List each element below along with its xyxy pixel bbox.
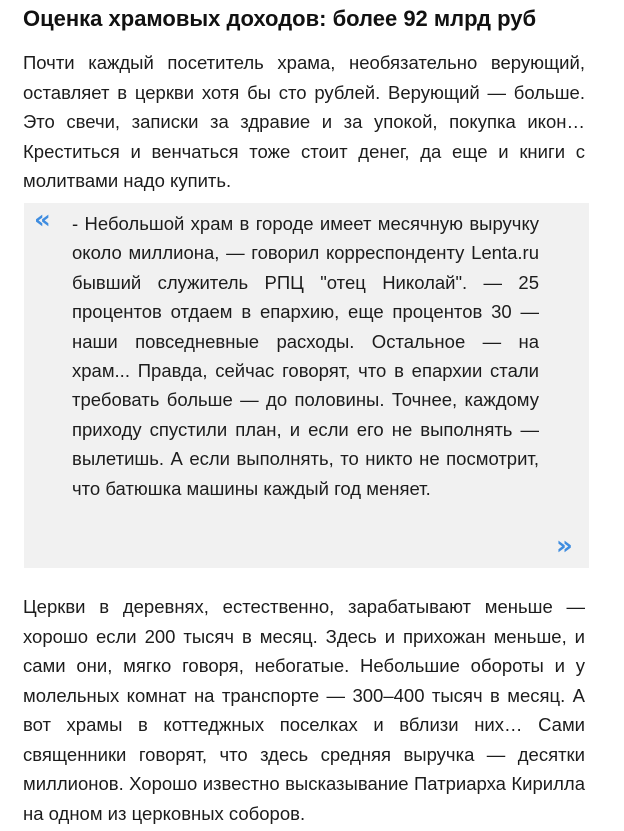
article-heading: Оценка храмовых доходов: более 92 млрд руб xyxy=(23,6,537,31)
outro-paragraph: Церкви в деревнях, естественно, зарабатывают меньше — хорошо если 200 тысяч в месяц. Здесь и прихожан меньше, и сами они, мягко говоря, небогатые. Небольшие обороты и у молельных комнат на транспорте — 300–400 тысяч в месяц. А вот храмы в коттеджных поселках и вблизи них… Сами священники говорят, что здесь средняя выручка — десятки миллионов. Хорошо известно высказывание Патриарха Кирилла на одном из церковных соборов. xyxy=(23,596,585,824)
quote-text: - Небольшой храм в городе имеет месячную выручку около миллиона, — говорил корреспонденту Lenta.ru бывший служитель РПЦ "отец Николай". — 25 процентов отдаем в епархию, еще процентов 30 — наши повседневные расходы. Остальное — на храм... Правда, сейчас говорят, что в епархии стали требовать больше — до половины. Точнее, каждому приходу спустили план, и если его не выполнять — вылетишь. А если выполнять, то никто не посмотрит, что батюшка машины каждый год меняет. xyxy=(72,213,539,499)
intro-paragraph: Почти каждый посетитель храма, необязательно верующий, оставляет в церкви хотя бы сто рублей. Верующий — больше. Это свечи, записки за здравие и за упокой, покупка икон… Креститься и венчаться тоже стоит денег, да еще и книги с молитвами надо купить. xyxy=(23,52,585,191)
blockquote xyxy=(24,203,589,568)
open-quote-icon: « xyxy=(34,205,51,235)
close-quote-icon: » xyxy=(556,531,573,561)
